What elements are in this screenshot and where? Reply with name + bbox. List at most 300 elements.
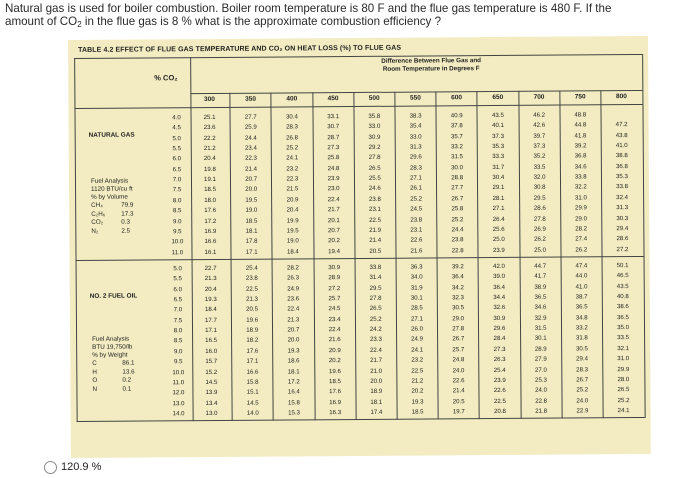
- heat-loss-cell: 24.8: [327, 164, 340, 172]
- heat-loss-cell: 18.4: [204, 306, 217, 314]
- heat-loss-cell: 24.0: [576, 396, 589, 405]
- heat-loss-cell: 17.6: [246, 347, 259, 355]
- heat-loss-cell: 30.0: [451, 163, 464, 172]
- heat-loss-cell: 29.9: [617, 365, 630, 373]
- heat-loss-cell: 27.1: [410, 174, 422, 182]
- heat-loss-cell: 27.2: [328, 284, 341, 292]
- heat-loss-cell: 25.3: [535, 376, 547, 384]
- temperature-header-cell: 300: [203, 95, 215, 104]
- fuel-component-value: 79.9: [121, 201, 134, 209]
- heat-loss-cell: 18.6: [287, 357, 300, 365]
- heat-loss-cell: 26.3: [287, 274, 300, 282]
- heat-loss-cell: 40.8: [616, 293, 629, 301]
- heat-loss-cell: 19.4: [328, 247, 341, 255]
- fuel-component-name: N₂: [91, 227, 99, 235]
- temperature-header-cell: 550: [409, 94, 421, 102]
- heat-loss-cell: 18.5: [245, 217, 258, 225]
- heat-loss-cell: 16.0: [205, 347, 218, 355]
- heat-loss-cell: 28.4: [493, 335, 506, 343]
- heat-loss-cell: 30.9: [368, 133, 381, 141]
- heat-loss-cell: 22.4: [287, 305, 300, 313]
- heat-loss-cell: 38.8: [615, 152, 628, 160]
- heat-loss-cell: 47.4: [575, 262, 588, 270]
- heat-loss-cell: 26.4: [492, 215, 505, 223]
- heat-loss-cell: 30.4: [492, 174, 505, 182]
- heat-loss-cell: 30.5: [452, 304, 465, 312]
- heat-loss-cell: 24.8: [452, 356, 465, 364]
- heat-loss-cell: 19.0: [245, 206, 258, 214]
- heat-loss-cell: 27.0: [534, 366, 547, 374]
- heat-loss-cell: 17.1: [245, 248, 258, 256]
- heat-loss-cell: 18.9: [246, 326, 259, 334]
- heat-loss-cell: 23.4: [328, 315, 341, 323]
- co2-percent-cell: 13.0: [172, 399, 185, 407]
- heat-loss-cell: 23.3: [369, 336, 382, 344]
- heat-loss-cell: 18.9: [370, 388, 383, 396]
- heat-loss-cell: 17.1: [246, 357, 259, 365]
- heat-loss-cell: 20.0: [245, 186, 258, 194]
- heat-loss-cell: 20.8: [494, 407, 506, 415]
- heat-loss-cell: 46.2: [533, 111, 546, 119]
- co2-percent-cell: 9.5: [173, 358, 183, 366]
- heat-loss-cell: 26.0: [411, 325, 423, 333]
- heat-loss-cell: 23.1: [410, 226, 423, 234]
- heat-loss-cell: 39.7: [533, 132, 546, 140]
- heat-loss-cell: 25.4: [245, 264, 258, 272]
- heat-loss-cell: 22.6: [410, 236, 423, 244]
- heat-loss-cell: 23.9: [327, 175, 340, 183]
- heat-loss-cell: 14.5: [246, 399, 259, 407]
- heat-loss-cell: 39.2: [574, 142, 587, 150]
- heat-loss-cell: 31.3: [616, 204, 629, 212]
- heat-loss-cell: 18.2: [246, 337, 259, 345]
- heat-loss-cell: 24.1: [286, 154, 299, 162]
- natural-gas-analysis-title: Fuel Analysis: [90, 177, 129, 185]
- heat-loss-cell: 16.9: [329, 398, 342, 406]
- heat-loss-cell: 35.8: [368, 112, 381, 120]
- heat-loss-cell: 28.2: [575, 225, 588, 233]
- heat-loss-cell: 23.2: [411, 356, 424, 364]
- heat-loss-cell: 29.2: [368, 143, 381, 151]
- heat-loss-cell: 35.3: [492, 143, 505, 151]
- heat-loss-cell: 38.9: [534, 283, 547, 291]
- heat-loss-cell: 37.3: [533, 142, 546, 150]
- heat-loss-cell: 25.5: [368, 174, 381, 182]
- heat-loss-cell: 32.6: [493, 304, 506, 312]
- heat-loss-cell: 21.6: [410, 247, 423, 255]
- heat-loss-cell: 36.8: [574, 152, 587, 160]
- heat-loss-cell: 14.0: [246, 409, 259, 417]
- heat-loss-cell: 34.2: [451, 283, 464, 292]
- heat-loss-cell: 19.3: [411, 398, 424, 406]
- heat-loss-cell: 23.8: [245, 275, 258, 283]
- heat-loss-cell: 19.6: [328, 367, 341, 375]
- heat-loss-cell: 35.3: [616, 173, 628, 181]
- heat-loss-cell: 15.3: [288, 409, 300, 417]
- heat-loss-cell: 29.9: [575, 204, 587, 212]
- heat-loss-cell: 25.8: [327, 154, 340, 162]
- heat-loss-cell: 23.6: [287, 295, 300, 303]
- question-line-2-end: in the flue gas is 8 % what is the approximate combustion efficiency ?: [81, 15, 442, 28]
- heat-loss-cell: 29.4: [616, 224, 629, 233]
- fuel-component-value: 0.1: [122, 385, 132, 393]
- heat-loss-cell: 18.1: [370, 398, 383, 406]
- fuel-component-name: CO₂: [91, 218, 104, 227]
- heat-loss-cell: 28.9: [328, 274, 341, 282]
- heat-loss-cell: 29.1: [492, 184, 505, 192]
- heat-loss-cell: 23.8: [410, 216, 423, 224]
- heat-loss-cell: 31.0: [617, 355, 630, 363]
- heat-loss-cell: 21.6: [328, 336, 341, 344]
- heat-loss-cell: 29.0: [452, 314, 465, 323]
- heat-loss-cell: 24.2: [369, 325, 382, 333]
- heat-loss-cell: 28.7: [327, 133, 340, 141]
- heat-loss-cell: 33.2: [450, 143, 463, 151]
- heat-loss-cell: 36.3: [410, 263, 423, 271]
- heat-loss-cell: 25.2: [369, 315, 382, 323]
- heat-loss-cell: 22.4: [327, 195, 340, 203]
- heat-loss-cell: 28.8: [451, 174, 464, 182]
- fuel-component-name: C₂H₆: [91, 210, 106, 218]
- heat-loss-cell: 27.1: [492, 205, 505, 213]
- heat-loss-cell: 19.3: [287, 347, 300, 355]
- heat-loss-cell: 27.3: [327, 144, 340, 152]
- heat-loss-cell: 44.0: [575, 272, 588, 280]
- heat-loss-cell: 29.6: [409, 153, 422, 162]
- heat-loss-cell: 23.8: [368, 195, 381, 203]
- heat-loss-cell: 22.8: [451, 246, 464, 254]
- question-line-2-subscript: 2: [77, 20, 82, 29]
- co2-percent-cell: 5.5: [173, 275, 182, 283]
- heat-loss-cell: 33.5: [617, 334, 630, 342]
- heat-loss-cell: 19.6: [246, 316, 259, 324]
- answer-option[interactable]: [44, 459, 244, 475]
- heat-loss-cell: 17.4: [370, 408, 383, 416]
- temperature-header-cell: 350: [245, 95, 257, 103]
- co2-percent-cell: 8.0: [173, 327, 183, 335]
- heat-loss-cell: 15.1: [246, 388, 259, 396]
- heat-loss-cell: 20.5: [369, 247, 382, 255]
- heat-loss-cell: 27.8: [533, 215, 546, 223]
- heat-loss-cell: 40.9: [450, 112, 463, 120]
- heat-loss-cell: 26.2: [575, 245, 588, 254]
- heat-loss-cell: 19.8: [203, 165, 216, 173]
- heat-loss-cell: 39.2: [451, 263, 464, 271]
- co2-percent-cell: 8.5: [173, 337, 183, 345]
- natural-gas-heat-value: 1120 BTU/cu ft: [91, 185, 133, 193]
- heat-loss-cell: 37.8: [450, 122, 463, 130]
- heat-loss-cell: 21.3: [204, 275, 217, 283]
- heat-loss-cell: 22.9: [576, 407, 589, 415]
- heat-loss-cell: 26.7: [576, 376, 589, 384]
- heat-loss-cell: 36.8: [615, 162, 628, 170]
- heat-loss-cell: 23.0: [327, 185, 340, 193]
- heat-loss-cell: 48.8: [574, 111, 587, 119]
- heat-loss-cell: 32.0: [533, 173, 546, 181]
- heat-loss-cell: 25.2: [451, 215, 464, 223]
- heat-loss-cell: 19.5: [286, 227, 299, 235]
- heat-loss-cell: 41.0: [575, 283, 588, 291]
- heat-loss-cell: 20.4: [286, 206, 299, 214]
- heat-loss-cell: 43.5: [616, 282, 629, 290]
- heat-loss-cell: 33.0: [409, 133, 422, 141]
- heat-loss-cell: 31.5: [534, 324, 547, 332]
- fuel-component-name: C: [92, 359, 97, 367]
- heat-loss-cell: 26.5: [368, 164, 381, 172]
- fuel-component-value: 2.5: [121, 227, 131, 235]
- heat-loss-cell: 19.5: [245, 196, 258, 204]
- co2-percent-cell: 5.0: [172, 134, 181, 142]
- heat-loss-cell: 22.8: [535, 397, 548, 405]
- heat-loss-cell: 27.7: [451, 184, 464, 192]
- heat-loss-cell: 22.5: [493, 397, 506, 405]
- heat-loss-cell: 15.8: [246, 378, 259, 386]
- temperature-difference-header: [326, 57, 536, 74]
- heat-loss-cell: 23.9: [492, 246, 505, 254]
- heat-loss-cell: 43.5: [491, 111, 504, 120]
- heat-loss-cell: 21.3: [246, 295, 258, 303]
- heat-loss-cell: 34.0: [410, 273, 423, 281]
- heat-loss-cell: 30.3: [616, 214, 629, 222]
- heat-loss-cell: 43.8: [615, 131, 628, 139]
- heat-loss-cell: 27.3: [493, 345, 506, 353]
- heat-loss-cell: 17.6: [329, 388, 342, 396]
- heat-loss-cell: 24.5: [328, 305, 341, 313]
- heat-loss-cell: 36.4: [451, 273, 464, 281]
- heat-loss-cell: 28.3: [409, 164, 422, 172]
- heat-loss-cell: 21.5: [286, 185, 299, 193]
- heat-loss-cell: 31.8: [575, 334, 588, 342]
- heat-loss-cell: 21.7: [370, 356, 383, 365]
- heat-loss-cell: 33.3: [492, 153, 505, 161]
- heat-loss-cell: 34.6: [574, 163, 587, 171]
- heat-loss-cell: 15.8: [287, 398, 300, 407]
- fuel-component-value: 86.1: [122, 359, 135, 367]
- heat-loss-cell: 21.3: [287, 316, 300, 324]
- heat-loss-cell: 27.8: [368, 154, 381, 162]
- heat-loss-cell: 16.6: [204, 238, 217, 246]
- heat-loss-cell: 26.2: [534, 235, 546, 243]
- table-title: TABLE 4.2 EFFECT OF FLUE GAS TEMPERATURE AND CO₂ ON HEAT LOSS (%) TO FLUE GAS: [78, 44, 402, 54]
- heat-loss-cell: 30.5: [576, 345, 588, 353]
- heat-loss-cell: 31.9: [410, 284, 423, 292]
- heat-loss-cell: 22.5: [411, 367, 424, 375]
- fuel-component-name: O: [92, 376, 98, 385]
- fuel-component-name: CH₄: [91, 201, 103, 209]
- heat-loss-cell: 19.1: [204, 176, 216, 184]
- heat-loss-cell: 29.0: [575, 214, 588, 222]
- co2-percent-cell: 7.5: [173, 316, 183, 325]
- heat-loss-cell: 25.4: [493, 366, 506, 374]
- heat-loss-cell: 14.5: [205, 378, 218, 386]
- co2-percent-cell: 9.5: [173, 228, 182, 236]
- heat-loss-cell: 31.5: [451, 153, 463, 161]
- heat-loss-cell: 22.5: [369, 216, 382, 224]
- heat-loss-cell: 35.4: [409, 122, 422, 130]
- heat-loss-cell: 28.3: [576, 365, 589, 373]
- heat-loss-cell: 20.4: [204, 285, 217, 293]
- heat-loss-cell: 22.5: [245, 285, 258, 293]
- heat-loss-cell: 25.2: [410, 195, 423, 203]
- heat-loss-cell: 22.6: [493, 387, 506, 395]
- heat-loss-cell: 30.9: [328, 264, 341, 272]
- heat-loss-cell: 19.3: [204, 296, 217, 304]
- heat-loss-cell: 33.1: [327, 113, 340, 121]
- heat-loss-cell: 27.7: [244, 113, 257, 121]
- heat-loss-cell: 13.9: [205, 389, 218, 397]
- heat-loss-cell: 25.9: [244, 124, 257, 132]
- heat-loss-cell: 40.1: [492, 122, 504, 130]
- heat-loss-cell: 28.2: [287, 264, 299, 272]
- heat-loss-cell: 22.2: [203, 134, 216, 142]
- heat-loss-cell: 20.5: [452, 397, 465, 405]
- heat-loss-cell: 21.7: [327, 206, 340, 214]
- heat-loss-cell: 23.9: [493, 376, 506, 384]
- heat-loss-cell: 21.0: [370, 367, 383, 375]
- heat-loss-cell: 24.0: [452, 366, 465, 374]
- heat-loss-cell: 21.2: [203, 145, 216, 153]
- heat-loss-cell: 17.8: [245, 237, 258, 245]
- co2-percent-cell: 14.0: [172, 410, 185, 418]
- fuel-component-name: N: [92, 385, 98, 393]
- heat-loss-cell: 30.4: [285, 113, 298, 121]
- heat-loss-cell: 26.8: [286, 134, 299, 142]
- temperature-header-cell: 600: [451, 94, 463, 102]
- heat-loss-cell: 25.2: [286, 144, 299, 152]
- heat-loss-cell: 41.7: [534, 273, 547, 281]
- co2-percent-cell: 8.5: [172, 207, 182, 215]
- heat-loss-cell: 15.7: [205, 358, 218, 366]
- heat-loss-cell: 21.4: [369, 237, 382, 245]
- temperature-header-cell: 750: [574, 93, 586, 101]
- heat-loss-cell: 28.6: [533, 204, 546, 212]
- heat-loss-cell: 26.3: [493, 356, 506, 364]
- heat-loss-cell: 33.8: [616, 183, 629, 191]
- heat-loss-cell: 50.1: [616, 262, 629, 270]
- heat-loss-cell: 17.1: [205, 327, 217, 335]
- heat-loss-cell: 20.2: [328, 237, 340, 245]
- co2-percent-cell: 6.0: [173, 285, 183, 293]
- heat-loss-cell: 29.4: [576, 355, 588, 363]
- question-line-1: Natural gas is used for boiler combustion. Boiler room temperature is 80 F and the flue gas temperature is 480 F. If the: [5, 2, 612, 15]
- question-line-2: [5, 15, 695, 31]
- heat-loss-cell: 33.5: [533, 163, 546, 171]
- heat-loss-cell: 21.8: [535, 407, 548, 415]
- heat-loss-cell: 17.2: [204, 217, 217, 225]
- fuel-oil-analysis-unit: % by Weight: [92, 351, 128, 359]
- co2-percent-cell: 11.0: [171, 248, 184, 256]
- heat-loss-cell: 36.5: [534, 293, 547, 301]
- heat-loss-cell: 30.8: [533, 184, 546, 192]
- question-line-2-start: amount of CO: [5, 15, 78, 28]
- co2-percent-cell: 8.0: [172, 197, 182, 205]
- heat-loss-cell: 31.3: [409, 143, 422, 151]
- heat-loss-cell: 17.7: [204, 316, 217, 324]
- heat-loss-cell: 22.3: [286, 175, 299, 183]
- heat-loss-cell: 35.2: [533, 153, 546, 161]
- heat-loss-cell: 27.9: [534, 355, 547, 363]
- heat-loss-cell: 34.8: [575, 314, 588, 322]
- fuel-component-value: 0.2: [122, 376, 132, 384]
- heat-loss-cell: 23.4: [244, 144, 257, 152]
- co2-percent-cell: 7.0: [172, 176, 182, 184]
- heat-loss-cell: 13.4: [205, 399, 218, 407]
- heat-loss-cell: 28.1: [492, 194, 505, 202]
- fuel-component-value: 17.3: [121, 210, 134, 218]
- heat-loss-cell: 17.2: [287, 378, 300, 386]
- heat-loss-cell: 24.6: [368, 185, 381, 193]
- heat-loss-cell: 18.1: [287, 367, 300, 375]
- natural-gas-analysis-unit: % by Volume: [91, 193, 128, 201]
- heat-loss-cell: 37.3: [492, 132, 505, 140]
- table-photo: [68, 36, 651, 458]
- heat-loss-cell: 24.9: [287, 285, 300, 293]
- co2-percent-cell: 6.5: [172, 165, 182, 174]
- heat-loss-cell: 42.6: [533, 122, 546, 130]
- heat-loss-cell: 20.0: [287, 336, 300, 344]
- answer-option-label: 120.9 %: [61, 461, 102, 473]
- fuel-component-name: H: [92, 368, 97, 376]
- heat-loss-cell: 31.0: [574, 194, 587, 202]
- heat-loss-cell: 23.2: [286, 165, 299, 173]
- heat-loss-cell: 32.9: [534, 314, 547, 322]
- co2-percent-cell: 9.0: [172, 217, 182, 225]
- heat-loss-cell: 20.5: [246, 306, 259, 314]
- heat-loss-cell: 25.7: [328, 295, 341, 303]
- heat-loss-cell: 38.7: [575, 293, 588, 301]
- heat-loss-cell: 24.0: [535, 386, 548, 394]
- heat-loss-cell: 46.5: [616, 272, 629, 280]
- heat-loss-cell: 18.0: [204, 196, 217, 204]
- heat-loss-cell: 20.7: [327, 226, 340, 235]
- heat-loss-cell: 35.0: [617, 324, 629, 332]
- heat-loss-cell: 18.4: [286, 247, 299, 256]
- heat-loss-cell: 28.9: [534, 345, 547, 353]
- heat-loss-cell: 22.6: [452, 377, 465, 385]
- heat-loss-cell: 27.1: [410, 315, 423, 323]
- heat-loss-cell: 15.2: [205, 368, 218, 376]
- heat-loss-cell: 16.5: [205, 337, 218, 345]
- heat-loss-cell: 27.8: [452, 325, 465, 333]
- heat-loss-cell: 19.7: [452, 408, 465, 416]
- heat-loss-cell: 16.4: [287, 388, 300, 396]
- heat-loss-cell: 18.5: [204, 186, 217, 194]
- natural-gas-label: NATURAL GAS: [88, 131, 135, 139]
- percent-co2-header: % CO₂: [154, 73, 178, 83]
- heat-loss-cell: 27.4: [575, 235, 588, 243]
- co2-percent-cell: 5.0: [173, 265, 182, 273]
- heat-loss-cell: 24.1: [411, 346, 424, 354]
- answer-radio-button[interactable]: [44, 461, 57, 474]
- heat-loss-cell: 41.8: [574, 132, 587, 140]
- heat-loss-cell: 20.9: [328, 346, 341, 354]
- heat-loss-cell: 26.7: [451, 195, 464, 203]
- heat-loss-cell: 21.4: [452, 387, 465, 395]
- heat-loss-cell: 16.1: [204, 248, 217, 256]
- heat-loss-cell: 29.5: [369, 284, 382, 292]
- heat-loss-cell: 24.4: [451, 226, 464, 234]
- heat-loss-cell: 28.3: [286, 123, 298, 131]
- heat-loss-cell: 25.1: [203, 113, 216, 122]
- co2-percent-cell: 7.5: [172, 186, 182, 194]
- heat-loss-cell: 20.1: [327, 216, 340, 224]
- heat-loss-cell: 28.0: [617, 375, 630, 384]
- heat-loss-cell: 19.0: [286, 237, 299, 245]
- fuel-component-value: 13.6: [122, 368, 135, 376]
- heat-loss-cell: 34.4: [493, 294, 506, 302]
- heat-loss-cell: 13.0: [205, 409, 218, 417]
- heat-loss-cell: 33.8: [369, 263, 382, 271]
